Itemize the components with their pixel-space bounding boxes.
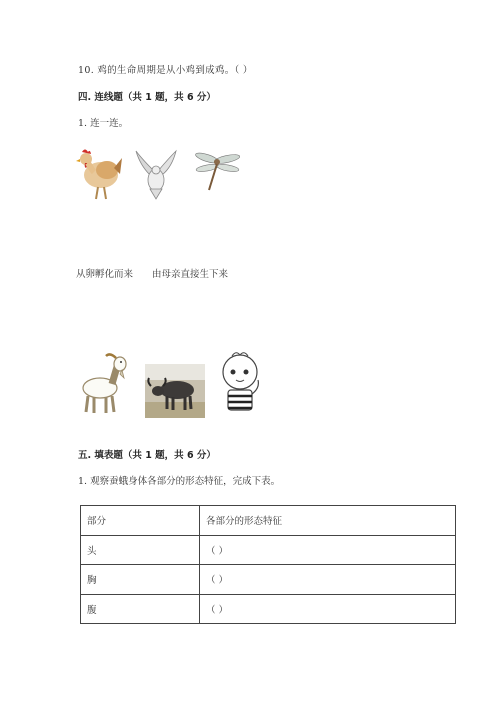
row-part-thorax: 胸 <box>81 565 200 595</box>
section-5-title: 五. 填表题（共 1 题，共 6 分） <box>78 450 216 461</box>
dragonfly-image <box>193 148 243 192</box>
header-part: 部分 <box>81 506 200 536</box>
section-4-title: 四. 连线题（共 1 题，共 6 分） <box>78 92 216 103</box>
row-part-head: 头 <box>81 535 200 565</box>
question-1-table: 1. 观察蚕蛾身体各部分的形态特征，完成下表。 <box>78 476 281 487</box>
connect-options <box>76 266 244 280</box>
chicken-image <box>74 144 124 202</box>
question-1-connect: 1. 连一连。 <box>78 118 129 129</box>
option-born-from-mother: 由母亲直接生下来 <box>152 269 229 280</box>
table-row <box>81 565 456 595</box>
morphology-table <box>80 505 456 624</box>
option-hatched-from-egg: 从卵孵化而来 <box>76 269 134 280</box>
question-10: 10. 鸡的生命周期是从小鸡到成鸡。（ ） <box>78 65 253 76</box>
row-feature-blank[interactable]: （ ） <box>200 535 456 565</box>
dove-image <box>132 149 180 201</box>
table-row <box>81 594 456 624</box>
row-part-abdomen: 腹 <box>81 594 200 624</box>
header-feature: 各部分的形态特征 <box>200 506 456 536</box>
row-feature-blank[interactable]: （ ） <box>200 594 456 624</box>
baby-image <box>216 348 266 418</box>
table-header-row <box>81 506 456 536</box>
row-feature-blank[interactable]: （ ） <box>200 565 456 595</box>
table-row <box>81 535 456 565</box>
water-buffalo-image <box>145 364 205 418</box>
goat-image <box>76 350 132 416</box>
